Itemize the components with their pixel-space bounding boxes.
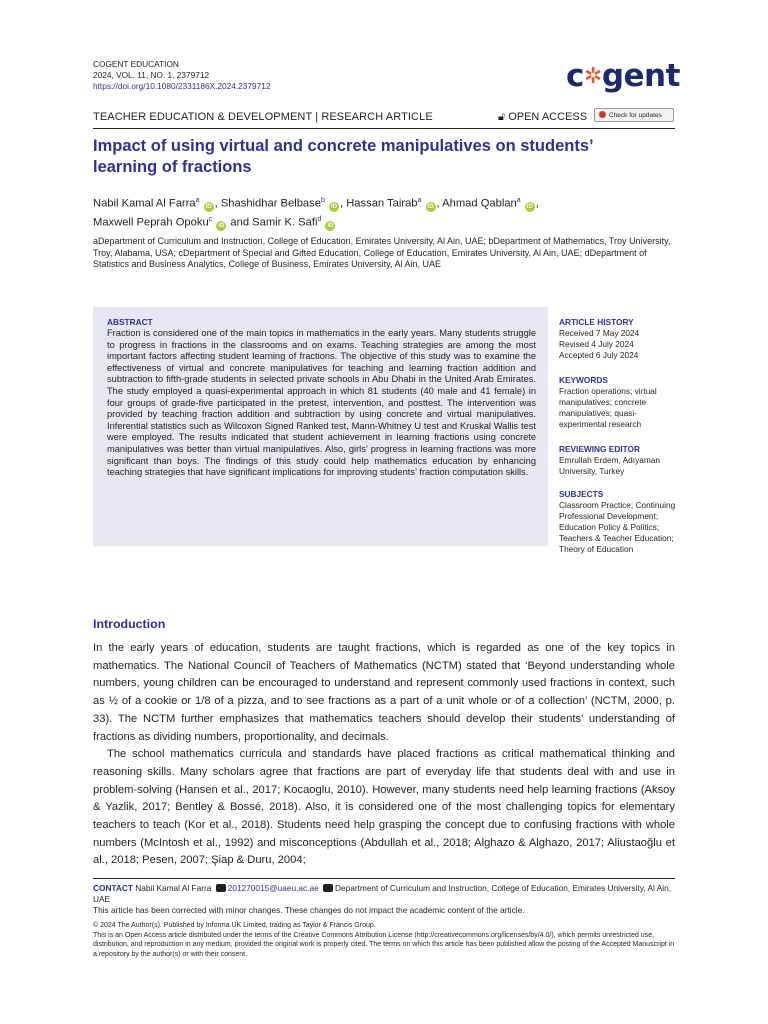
journal-header: [93, 59, 270, 92]
author-list: [93, 193, 675, 231]
intro-paragraph-2: The school mathematics curricula and standards have placed fractions as critical mathematical thinking and reasoning skills. Many scholars agree that fractions are part of everyday life that students deal with and use in problem-solving (Hansen et al., 2017; Kocaoglu, 2010). However, many students need help learning fractions (Aksoy & Yazlik, 2017; Bentley & Bossé, 2018). Also, it is considered one of the most challenging topics for elementary teachers to teach (Kor et al., 2018). Students need help grasping the concept due to confusing fractions with whole numbers (McIntosh et al., 1992) and misconceptions (Abdullah et al., 2018; Alghazo & Alghazo, 2017; Aliustaoğlu et al., 2018; Pesen, 2007; Şiap & Duru, 2004;: [93, 748, 675, 867]
introduction-body: [93, 640, 675, 870]
author-separator: ,: [214, 197, 221, 210]
orcid-icon[interactable]: iD: [205, 203, 212, 210]
author-separator: ,: [339, 197, 347, 210]
subjects-title: SUBJECTS: [559, 489, 604, 499]
check-for-updates-button[interactable]: Check for updates: [594, 108, 674, 122]
reviewing-editor: [559, 444, 679, 477]
author-name: Nabil Kamal Al Farra: [93, 197, 196, 210]
keywords: [559, 375, 679, 430]
cogent-logo[interactable]: c✲gent: [566, 58, 680, 94]
contact-label: CONTACT: [93, 883, 133, 893]
history-received: Received 7 May 2024: [559, 328, 640, 338]
author-separator: and: [227, 216, 253, 229]
logo-star-icon: ✲: [583, 64, 602, 89]
orcid-icon[interactable]: iD: [427, 203, 434, 210]
doi-link[interactable]: https://doi.org/10.1080/2331186X.2024.2379712: [93, 81, 271, 91]
journal-volume: 2024, VOL. 11, NO. 1, 2379712: [93, 70, 210, 80]
contact-email-link[interactable]: 201270015@uaeu.ac.ae: [227, 883, 319, 893]
history-title: ARTICLE HISTORY: [559, 317, 634, 327]
orcid-icon[interactable]: iD: [330, 203, 337, 210]
open-lock-icon: 🔓︎: [498, 111, 506, 123]
correction-note: This article has been corrected with minor changes. These changes do not impact the academic content of the article.: [93, 905, 525, 915]
author-name: Hassan Tairab: [346, 197, 418, 210]
open-access-label: 🔓︎ OPEN ACCESS: [498, 111, 588, 123]
orcid-icon[interactable]: iD: [526, 203, 533, 210]
author-affil-mark: c: [208, 216, 213, 224]
subjects: [559, 489, 679, 555]
author-affil-mark: a: [417, 197, 422, 204]
author-affil-mark: b: [320, 197, 325, 204]
author-affil-mark: a: [516, 197, 521, 204]
address-icon: [323, 884, 333, 892]
license-text: This is an Open Access article distributed under the terms of the Creative Commons Attribution License (http://creativecommons.org/licenses/by/4.0/), which permits unrestricted use, distribution, and reproduction in any medium, provided the original work is properly cited. The terms on which this article has been published allow the posting of the Accepted Manuscript in a repository by the author(s) or with their consent.: [93, 931, 675, 958]
keywords-title: KEYWORDS: [559, 375, 608, 385]
editor-title: REVIEWING EDITOR: [559, 444, 640, 454]
contact-department: Department of Curriculum and Instruction, College of Education, Emirates University, Al Ain, UAE: [93, 883, 672, 904]
article-history: [559, 317, 679, 361]
subjects-list: Classroom Practice; Continuing Professional Development; Education Policy & Politics; Teachers & Teacher Education; Theory of Education: [559, 500, 676, 554]
article-section: TEACHER EDUCATION & DEVELOPMENT | RESEARCH ARTICLE: [93, 111, 433, 123]
author-name: Samir K. Safi: [252, 216, 318, 229]
history-revised: Revised 4 July 2024: [559, 339, 634, 349]
contact-info: [93, 883, 675, 916]
author-name: Shashidhar Belbase: [220, 197, 321, 210]
keywords-list: Fraction operations; virtual manipulatives; concrete manipulatives; quasi-experimental research: [559, 386, 657, 429]
author-name: Ahmad Qablan: [442, 197, 517, 210]
author-separator: ,: [436, 197, 443, 210]
history-accepted: Accepted 6 July 2024: [559, 350, 639, 360]
email-icon: [216, 884, 226, 892]
orcid-icon[interactable]: iD: [327, 222, 334, 229]
orcid-icon[interactable]: iD: [218, 222, 225, 229]
author-affil-mark: d: [317, 216, 322, 224]
header-rule: [93, 128, 675, 129]
crossmark-icon: [599, 111, 606, 118]
article-title: Impact of using virtual and concrete manipulatives on students’ learning of fractions: [93, 137, 593, 176]
license-block: [93, 921, 675, 959]
affiliations: aDepartment of Curriculum and Instruction, College of Education, Emirates University, Al Ain, UAE; bDepartment of Mathematics, Troy University, Troy, Alabama, USA; cDepartment of Special and Gifted Education, College of Education, Emirates University, Al Ain, UAE; dDepartment of Statistics and Business Analytics, College of Business, Emirates University, Al Ain, UAE: [93, 236, 671, 269]
intro-paragraph-1: In the early years of education, students are taught fractions, which is regarded as one of the key topics in mathematics. The National Council of Teachers of Mathematics (NCTM) stated that ‘Beyond understanding whole numbers, young children can be encouraged to understand and represent commonly used fractions in context, such as ½ of a cookie or 1/8 of a pizza, and to see fractions as a part of a unit whole or of a collection’ (NCTM, 2000, p. 33). The NCTM further emphasizes that mathematics teachers should develop their students’ understanding of fractions as dividing numbers, proportionality, and decimals.: [93, 642, 675, 743]
editor-name: Emrullah Erdem, Adıyaman University, Turkey: [559, 455, 660, 476]
author-affil-mark: a: [195, 197, 200, 204]
copyright-line: © 2024 The Author(s). Published by Informa UK Limited, trading as Taylor & Francis Group.: [93, 922, 376, 929]
journal-name: COGENT EDUCATION: [93, 59, 179, 69]
footer-rule: [93, 878, 675, 879]
author-separator: ,: [535, 197, 539, 210]
abstract-text: Fraction is considered one of the main topics in mathematics in the early years. Many students struggle to progress in fractions in the classrooms and on exams. Teaching strategies are among the most important factors affecting student learning of fractions. The objective of this study was to examine the effectiveness of virtual and concrete manipulatives for teaching and learning fraction addition and subtraction to fifth-grade students in selected private schools in Abu Dhabi in the United Arab Emirates. The study employed a quasi-experimental approach in which 81 students (40 male and 41 female) in four groups of grade-five participated in the pretest, intervention, and posttest. The intervention was provided by teaching fraction addition and subtraction by using concrete and virtual manipulatives. Inferential statistics such as Wilcoxon Signed Ranked test, Mann-Whitney U test and Kruskal Wallis test were employed. The results indicated that student achievement in learning fractions using concrete manipulatives was better than virtual manipulatives. Also, girls’ progress in learning fractions was more significant than boys. The findings of this study could help mathematics education by enhancing teaching strategies that have significant implications for improving students’ fraction computation skills.: [107, 328, 536, 478]
introduction-heading: Introduction: [93, 617, 166, 631]
abstract-heading: ABSTRACT: [107, 317, 153, 327]
author-name: Maxwell Peprah Opoku: [93, 216, 209, 229]
contact-name: Nabil Kamal Al Farra: [135, 883, 212, 893]
